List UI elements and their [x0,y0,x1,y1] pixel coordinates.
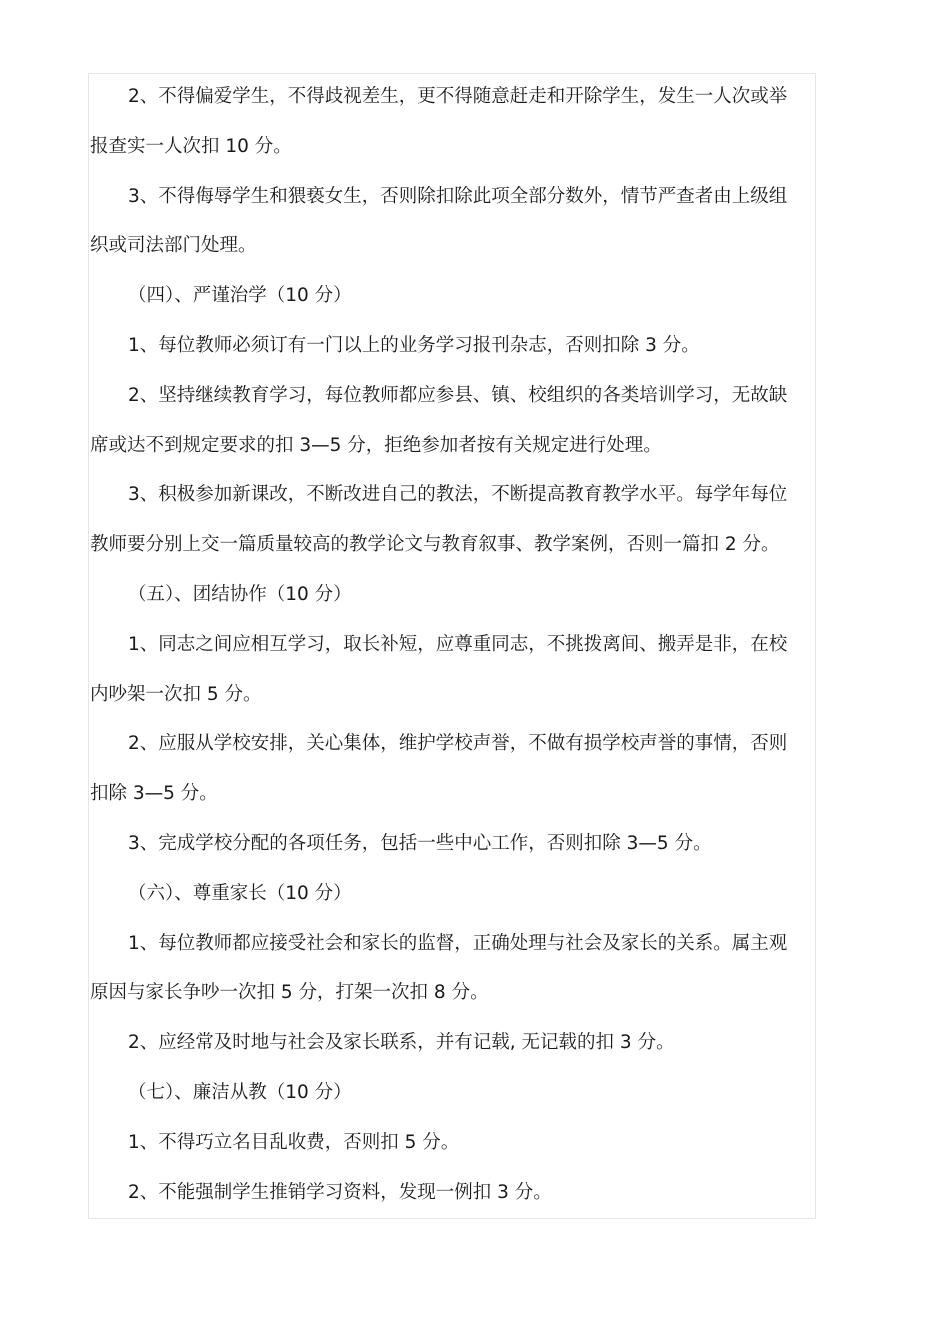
section-heading: （六）、尊重家长（10 分） [128,882,352,904]
text-line: 2、坚持继续教育学习，每位教师都应参县、镇、校组织的各类培训学习，无故缺 [128,384,788,406]
section-heading: （四）、严谨治学（10 分） [128,285,352,307]
text-line: 1、每位教师都应接受社会和家长的监督，正确处理与社会及家长的关系。属主观 [128,932,788,954]
text-line: 3、积极参加新课改，不断改进自己的教法，不断提高教育教学水平。每学年每位 [128,484,788,506]
document-body [90,72,814,1217]
text-line: 内吵架一次扣 5 分。 [90,683,262,705]
section-heading: （五）、团结协作（10 分） [128,583,352,605]
section-heading: （七）、廉洁从教（10 分） [128,1081,352,1103]
text-line: 扣除 3—5 分。 [90,783,218,805]
text-line: 2、不能强制学生推销学习资料，发现一例扣 3 分。 [128,1181,552,1203]
text-line: 3、完成学校分配的各项任务，包括一些中心工作，否则扣除 3—5 分。 [128,832,712,854]
text-line: 原因与家长争吵一次扣 5 分，打架一次扣 8 分。 [90,982,489,1004]
text-line: 1、每位教师必须订有一门以上的业务学习报刊杂志，否则扣除 3 分。 [128,334,700,356]
text-line: 3、不得侮辱学生和猥亵女生，否则除扣除此项全部分数外，情节严查者由上级组 [128,185,788,207]
text-line: 2、不得偏爱学生，不得歧视差生，更不得随意赶走和开除学生，发生一人次或举 [128,86,788,107]
text-line: 报查实一人次扣 10 分。 [90,135,292,157]
text-line: 1、同志之间应相互学习，取长补短，应尊重同志，不挑拨离间、搬弄是非，在校 [128,633,788,655]
text-line: 教师要分别上交一篇质量较高的教学论文与教育叙事、教学案例，否则一篇扣 2 分。 [90,534,780,556]
text-line: 2、应经常及时地与社会及家长联系，并有记载, 无记载的扣 3 分。 [128,1032,675,1054]
text-line: 织或司法部门处理。 [90,235,257,257]
text-line: 2、应服从学校安排，关心集体，维护学校声誉，不做有损学校声誉的事情，否则 [128,733,788,755]
text-line: 席或达不到规定要求的扣 3—5 分，拒绝参加者按有关规定进行处理。 [90,434,662,456]
text-line: 1、不得巧立名目乱收费，否则扣 5 分。 [128,1131,460,1153]
